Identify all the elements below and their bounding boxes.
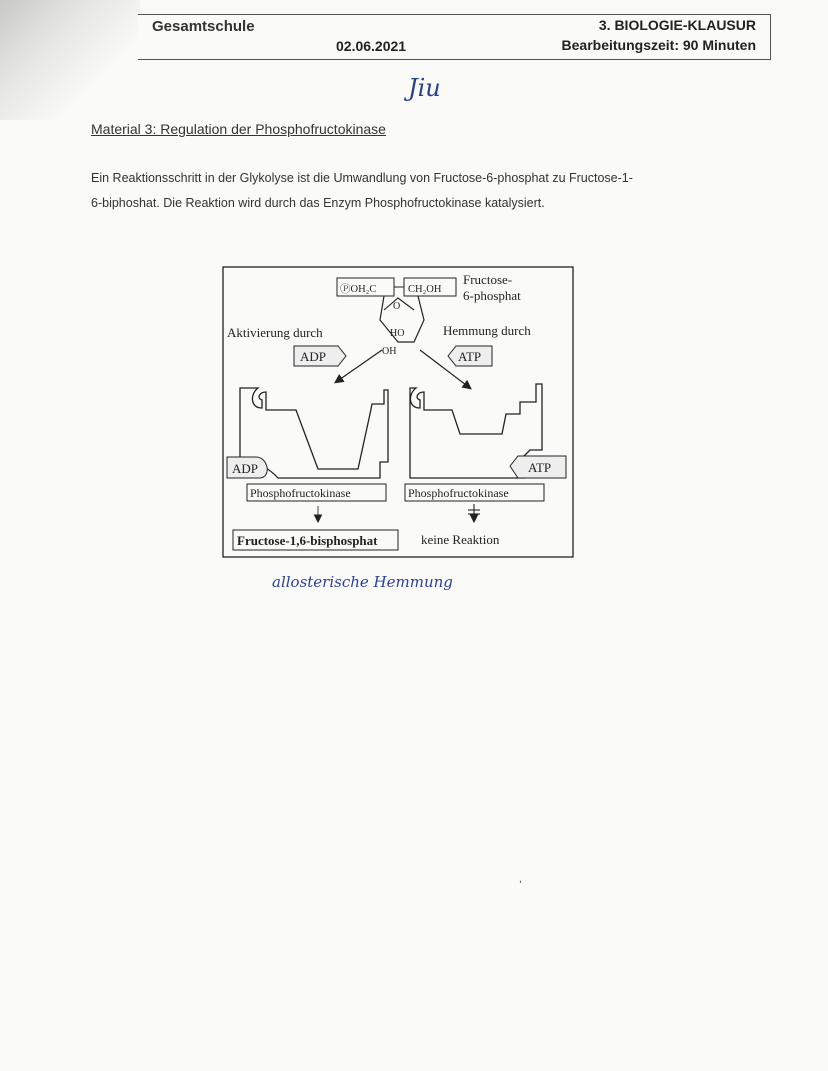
molecule-ho: HO: [390, 328, 405, 339]
school-name: Gesamtschule: [152, 18, 255, 35]
substrate-label-line1: Fructose-: [463, 272, 513, 287]
pfk-regulation-diagram: [220, 264, 576, 560]
product-label: Fructose-1,6-bisphosphat: [237, 533, 378, 548]
handwritten-note: allosterische Hemmung: [272, 573, 453, 591]
material-heading: Material 3: Regulation der Phosphofructokinase: [91, 121, 386, 137]
inhibition-molecule: ATP: [458, 349, 482, 364]
intro-text: [91, 166, 741, 216]
right-enzyme-effector: ATP: [528, 460, 552, 475]
left-enzyme-name: Phosphofructokinase: [250, 486, 351, 500]
handwritten-name: Jiu: [408, 74, 441, 102]
exam-title: 3. BIOLOGIE-KLAUSUR: [598, 17, 756, 33]
intro-line-1: Ein Reaktionsschritt in der Glykolyse ist die Umwandlung von Fructose-6-phosphat zu Fructose-1-: [91, 171, 633, 185]
pen-mark: ˈ: [518, 878, 523, 894]
fructose-6-phosphate-molecule: [337, 278, 456, 357]
right-enzyme-name: Phosphofructokinase: [408, 486, 509, 500]
molecule-oh: OH: [382, 346, 397, 357]
no-reaction-label: keine Reaktion: [421, 532, 500, 547]
page-curl-shadow: [0, 0, 140, 120]
molecule-ring-o: O: [393, 301, 401, 312]
molecule-left-group: ⓅOH₂C: [340, 284, 377, 295]
intro-line-2: 6-biphoshat. Die Reaktion wird durch das Enzym Phosphofructokinase katalysiert.: [91, 196, 545, 210]
exam-date: 02.06.2021: [336, 38, 407, 54]
inhibition-label: Hemmung durch: [443, 323, 531, 338]
molecule-right-group: CH₂OH: [408, 284, 442, 295]
left-enzyme-effector: ADP: [232, 461, 259, 476]
time-limit: Bearbeitungszeit: 90 Minuten: [561, 37, 756, 53]
activation-label: Aktivierung durch: [227, 325, 323, 340]
substrate-label-line2: 6-phosphat: [463, 288, 521, 303]
activation-molecule: ADP: [300, 349, 327, 364]
